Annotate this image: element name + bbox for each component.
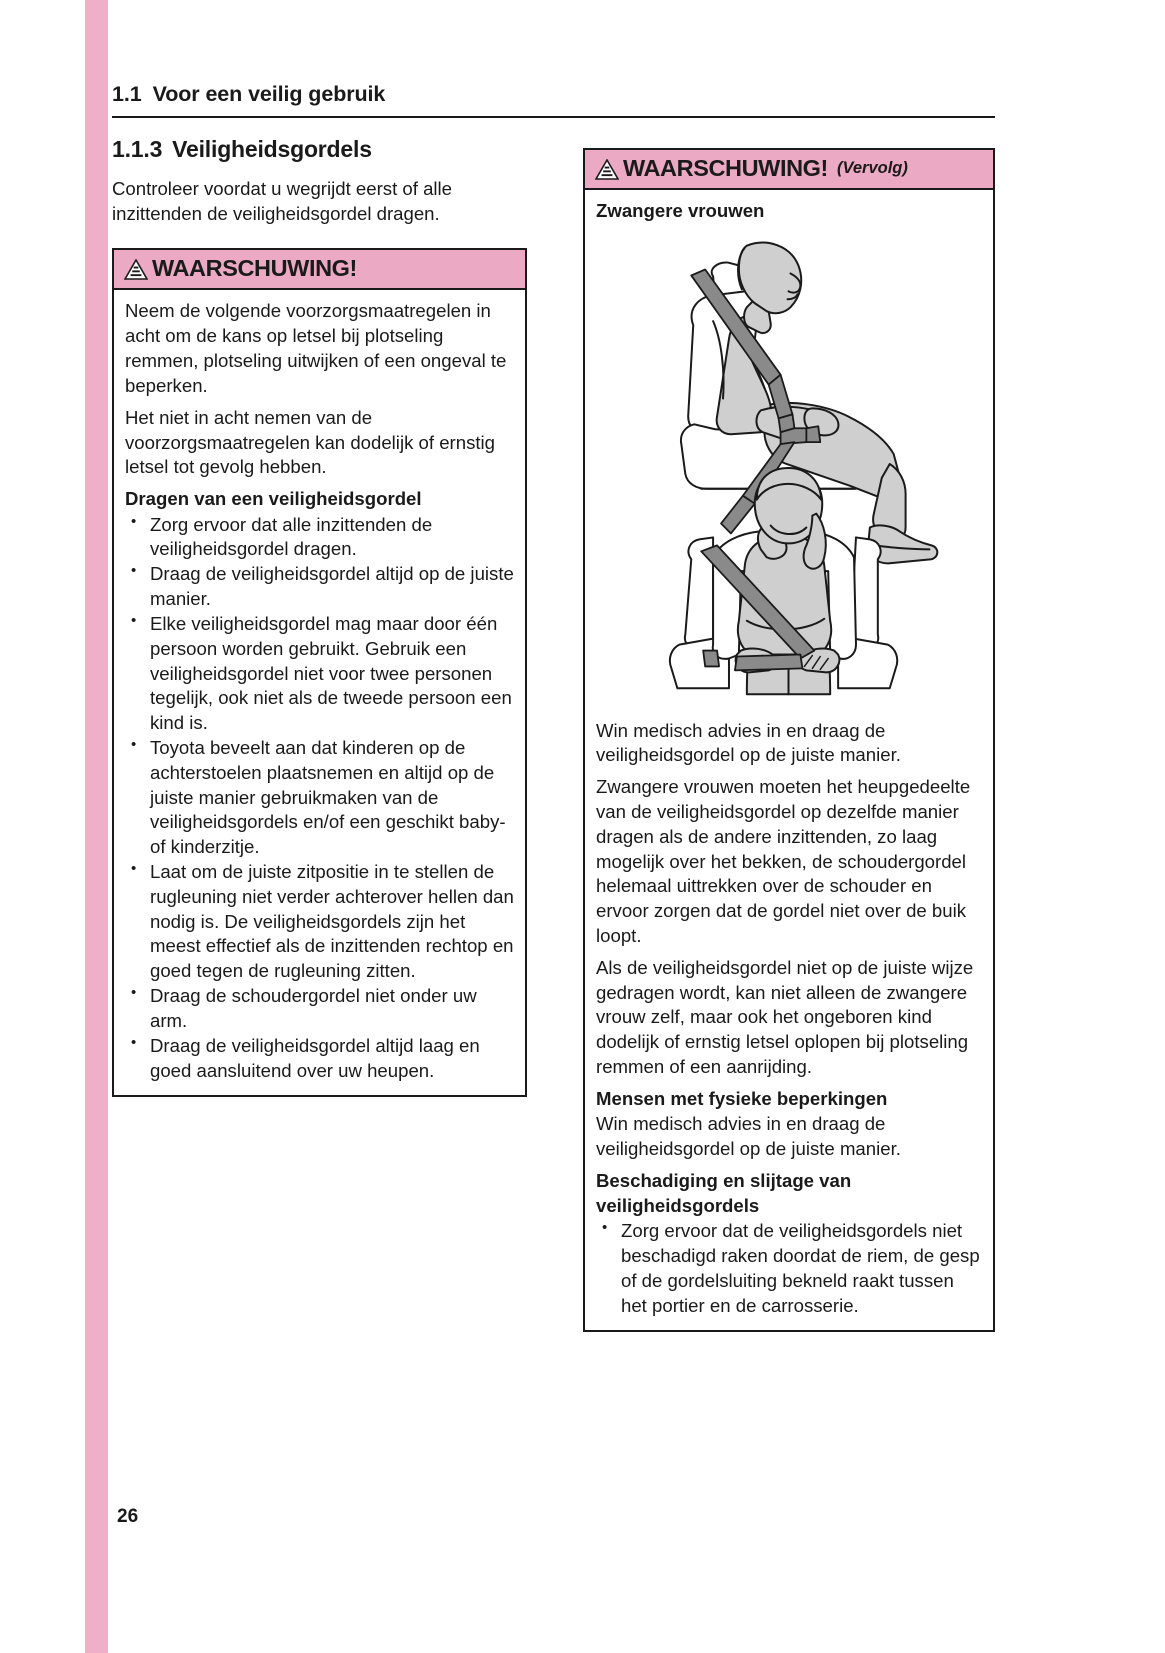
warning-bullet-list-right: [596, 1219, 983, 1318]
warning-box-left-header: [114, 250, 525, 290]
running-header: [112, 82, 995, 107]
left-column: [112, 136, 527, 1097]
running-header-number: 1.1: [112, 82, 142, 106]
list-item: • Draag de veiligheidsgordel altijd op de juiste manier.: [125, 562, 515, 612]
section-intro-paragraph: Controleer voordat u wegrijdt eerst of alle inzittenden de veiligheidsgordel dragen.: [112, 178, 453, 224]
section-number: 1.1.3: [112, 136, 163, 162]
warning-paragraph: Win medisch advies in en draag de veiligheidsgordel op de juiste manier.: [596, 719, 901, 766]
warning-bullet-list-left: [125, 513, 515, 1084]
section-heading-text: Veiligheidsgordels: [172, 136, 372, 162]
header-divider-rule: [112, 116, 995, 118]
list-item: • Toyota beveelt aan dat kinderen op de achterstoelen plaatsnemen en altijd op de juiste manier gebruikmaken van de veiligheidsgordels en/of een geschikt baby- of kinderzitje.: [125, 736, 515, 860]
seatbelt-pregnant-woman-illustration: [596, 228, 983, 703]
warning-triangle-icon: [595, 159, 619, 180]
warning-paragraph: Win medisch advies in en draag de veiligheidsgordel op de juiste manier.: [596, 1113, 901, 1160]
right-column: [583, 148, 995, 1332]
list-item: • Draag de veiligheidsgordel altijd laag en goed aansluitend over uw heupen.: [125, 1034, 515, 1084]
warning-box-right-body: [585, 190, 993, 1330]
list-item: • Elke veiligheidsgordel mag maar door één persoon worden gebruikt. Gebruik een veiligheidsgordel niet voor twee personen tegelijk, ook niet als de tweede persoon een kind is.: [125, 612, 515, 736]
section-title: [112, 136, 527, 163]
warning-box-left: [112, 248, 527, 1097]
warning-box-right-title: WAARSCHUWING!: [623, 154, 828, 181]
warning-subheading-belt-damage: Beschadiging en slijtage van veiligheidsgordels: [596, 1170, 852, 1216]
warning-box-right-header: [585, 150, 993, 190]
warning-subheading-wearing-belt: Dragen van een veiligheidsgordel: [125, 488, 422, 510]
warning-paragraph: Neem de volgende voorzorgsmaatregelen in acht om de kans op letsel bij plotseling remmen, plotseling uitwijken of een ongeval te beperken.: [125, 300, 507, 396]
page-edge-stripe: [85, 0, 108, 1653]
list-item: • Laat om de juiste zitpositie in te stellen de rugleuning niet verder achterover hellen dan nodig is. De veiligheidsgordels zijn het meest effectief als de inzittenden rechtop en goed tegen de rugleuning zitten.: [125, 860, 515, 984]
list-item: • Zorg ervoor dat de veiligheidsgordels niet beschadigd raken doordat de riem, de gesp of de gordelsluiting bekneld raakt tussen het portier en de carrosserie.: [596, 1219, 983, 1318]
running-header-title: Voor een veilig gebruik: [152, 82, 386, 106]
warning-box-left-body: [114, 290, 525, 1095]
page-number: 26: [117, 1506, 139, 1527]
warning-box-left-title: WAARSCHUWING!: [152, 255, 357, 282]
warning-paragraph: Het niet in acht nemen van de voorzorgsmaatregelen kan dodelijk of ernstig letsel tot gevolg hebben.: [125, 406, 496, 478]
warning-subheading-pregnant-women: Zwangere vrouwen: [596, 200, 765, 221]
warning-box-right: [583, 148, 995, 1332]
list-item: • Zorg ervoor dat alle inzittenden de veiligheidsgordel dragen.: [125, 513, 515, 563]
warning-subheading-physical-limitations: Mensen met fysieke beperkingen: [596, 1087, 888, 1109]
warning-paragraph: Als de veiligheidsgordel niet op de juiste wijze gedragen wordt, kan niet alleen de zwangere vrouw zelf, maar ook het ongeboren kind dodelijk of ernstig letsel oplopen bij plotseling remmen of een aanrijding.: [596, 956, 974, 1078]
warning-triangle-icon: [124, 259, 148, 280]
warning-paragraph: Zwangere vrouwen moeten het heupgedeelte van de veiligheidsgordel op dezelfde manier dragen als de andere inzittenden, zo laag mogelijk over het bekken, de schoudergordel helemaal uittrekken over de schouder en ervoor zorgen dat de gordel niet over de buik loopt.: [596, 776, 971, 947]
warning-continued-label: (Vervolg): [836, 159, 908, 178]
list-item: • Draag de schoudergordel niet onder uw arm.: [125, 984, 515, 1034]
